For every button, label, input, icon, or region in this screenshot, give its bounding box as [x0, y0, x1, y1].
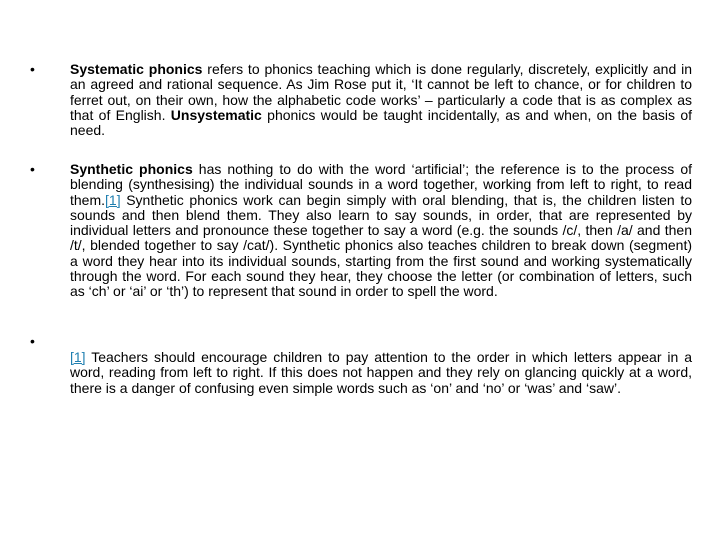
footnote-backref-link[interactable]: [1]	[70, 349, 86, 365]
bullet-paragraph	[70, 62, 692, 138]
term-synthetic-phonics: Synthetic phonics	[70, 161, 193, 177]
footnote-text: Teachers should encourage children to pay attention to the order in which letters appear in a word, reading from left to right. If this does not happen and they rely on glancing quickly at a word, there is a danger of confusing even simple words such as ‘on’ and ‘no’ or ‘was’ and ‘saw’.	[70, 349, 692, 396]
bullet-dot: •	[30, 333, 35, 349]
paragraph-text: Synthetic phonics work can begin simply with oral blending, that is, the children listen to sounds and then blend them. They also learn to say sounds, in order, that are represented by individual letters and pronounce these together to say a word (e.g. the sounds /c/, then /a/ and then /t/, blended together to say /cat/). Synthetic phonics also teaches children to break down (segment) a word they hear into its individual sounds, starting from the first sound and working systematically through the word. For each sound they hear, they choose the letter (or combination of letters, such as ‘ch’ or ‘ai’ or ‘th’) to represent that sound in order to spell the word.	[70, 191, 692, 300]
paragraph-text: has nothing to do with the word ‘artificial’; the reference is to the process of blending (synthesising) the individual sounds in a word together, working from left to right, to read them.	[70, 161, 692, 208]
paragraph-text: phonics would be taught incidentally, as and when, on the basis of need.	[70, 106, 692, 139]
footnote-ref-link[interactable]: [1]	[105, 191, 121, 208]
bullet-paragraph	[70, 162, 692, 300]
bullet-dot: •	[30, 161, 35, 177]
footnote-paragraph	[70, 350, 692, 396]
term-systematic-phonics: Systematic phonics	[70, 61, 203, 77]
term-unsystematic: Unsystematic	[170, 106, 262, 123]
paragraph-text: refers to phonics teaching which is done regularly, discretely, explicitly and in an agreed and rational sequence. As Jim Rose put it, ‘It cannot be left to chance, or for children to ferret out, on their own, how the alphabetic code works’ – particularly a code that is as complex as that of English.	[70, 61, 692, 123]
bullet-dot: •	[30, 61, 35, 77]
